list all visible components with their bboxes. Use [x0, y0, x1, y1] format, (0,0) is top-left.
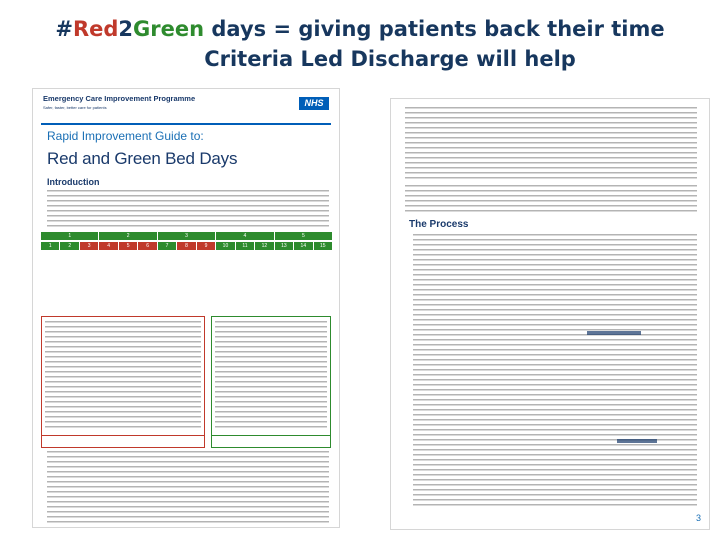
strip-top-cell-3: 3 [158, 232, 216, 240]
title-red-word: Red [72, 17, 119, 41]
introduction-text [47, 190, 329, 230]
strip-bottom-cell-12: 12 [255, 242, 274, 250]
strip-bottom-cell-2: 2 [60, 242, 79, 250]
approach-paragraph [405, 185, 697, 215]
strip-bottom-cell-9: 9 [197, 242, 216, 250]
nhs-logo: NHS [299, 97, 329, 110]
red-day-footer [41, 436, 205, 448]
process-document-page [390, 98, 710, 530]
page-number: 3 [695, 513, 701, 523]
strip-bottom-cell-13: 13 [275, 242, 294, 250]
definition-paragraph [405, 107, 697, 181]
guide-body-text [47, 451, 329, 525]
green-day-definition-box [211, 316, 331, 436]
header-divider [41, 123, 331, 125]
highlighted-link [587, 331, 641, 335]
process-steps-list [413, 234, 697, 506]
title-green-word: Green [133, 17, 205, 41]
red-day-text [45, 321, 201, 429]
strip-bottom-cell-14: 14 [294, 242, 313, 250]
strip-bottom-cell-8: 8 [177, 242, 196, 250]
strip-bottom-cell-3: 3 [80, 242, 99, 250]
title-rest: days = giving patients back their time [204, 17, 665, 41]
strip-bottom-cell-7: 7 [158, 242, 177, 250]
strip-bottom-cell-11: 11 [236, 242, 255, 250]
day-strip-bottom [41, 242, 333, 250]
slide-subtitle: Criteria Led Discharge will help [204, 47, 576, 71]
green-day-footer [211, 436, 331, 448]
strip-top-cell-4: 4 [216, 232, 274, 240]
title-hash: # [55, 17, 73, 41]
strip-bottom-cell-5: 5 [119, 242, 138, 250]
guide-label: Rapid Improvement Guide to: [47, 129, 204, 143]
strip-bottom-cell-15: 15 [314, 242, 333, 250]
red-day-definition-box [41, 316, 205, 436]
document-title: Red and Green Bed Days [47, 149, 238, 168]
title-two: 2 [118, 17, 134, 41]
strip-top-cell-1: 1 [41, 232, 99, 240]
programme-header [43, 95, 263, 110]
process-heading: The Process [409, 219, 469, 230]
slide-title [0, 14, 720, 74]
strip-bottom-cell-10: 10 [216, 242, 235, 250]
introduction-heading: Introduction [47, 177, 100, 187]
highlighted-keyword [617, 439, 657, 443]
guide-document-page [32, 88, 340, 528]
strip-top-cell-2: 2 [99, 232, 157, 240]
green-day-text [215, 321, 327, 429]
programme-title: Emergency Care Improvement Programme [43, 94, 196, 103]
strip-bottom-cell-6: 6 [138, 242, 157, 250]
strip-bottom-cell-1: 1 [41, 242, 60, 250]
slide-title-line-1 [0, 14, 720, 44]
strip-bottom-cell-4: 4 [99, 242, 118, 250]
programme-tagline: Safer, faster, better care for patients [43, 105, 107, 110]
day-strip-top [41, 232, 333, 240]
strip-top-cell-5: 5 [275, 232, 333, 240]
